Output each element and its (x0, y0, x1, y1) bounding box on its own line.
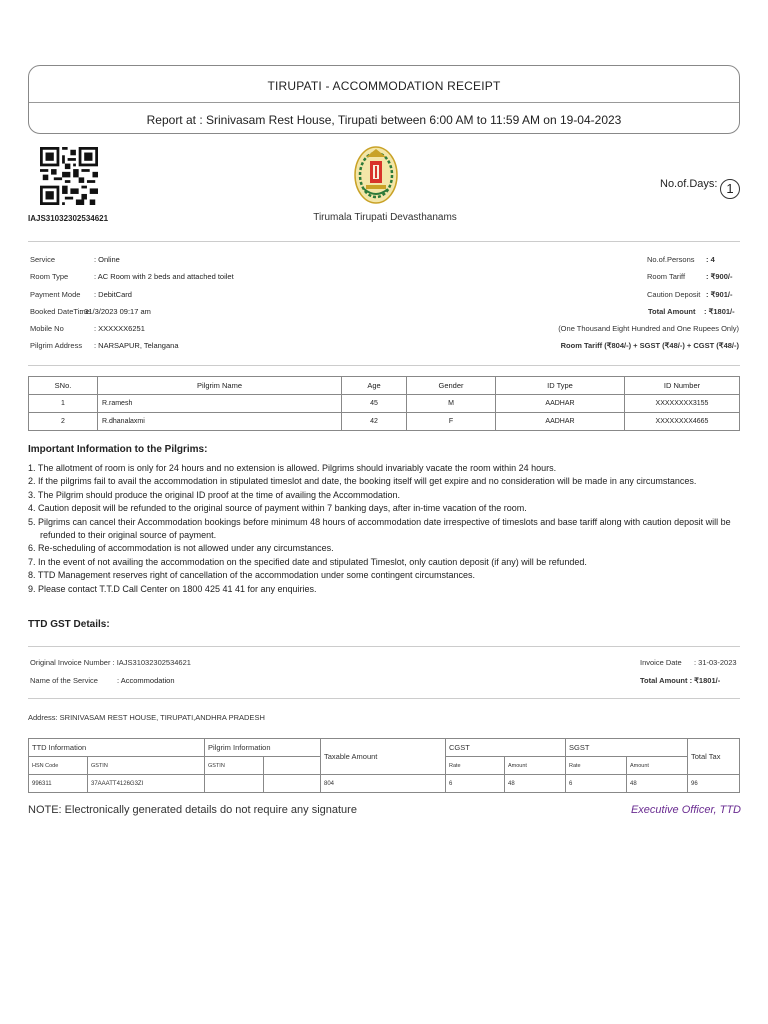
divider (28, 365, 740, 366)
service-name-label: Name of the Service (30, 676, 98, 685)
gst-title: TTD GST Details: (28, 619, 110, 630)
invoice-number-label: Original Invoice Number : (30, 658, 117, 667)
table-row (29, 413, 740, 431)
hsn-header: HSN Code (29, 757, 88, 775)
service-label: Service (30, 255, 56, 264)
pilgrim-gstin-cell (205, 775, 264, 793)
cell: F (407, 413, 496, 431)
sgst-rate-cell: 6 (566, 775, 627, 793)
report-prefix: Report at : (146, 113, 206, 127)
taxable-header: Taxable Amount (321, 739, 446, 775)
invoice-date: : 31-03-2023 (694, 658, 737, 667)
list-item: 1. The allotment of room is only for 24 hours and no extension is allowed. Pilgrims should invariably vacate the room within 24 hours. (28, 463, 557, 473)
gst-total-line (640, 676, 720, 685)
sgst-amount-header: Amount (627, 757, 688, 775)
pilgrim-gstin-header: GSTIN (205, 757, 264, 775)
header-divider (29, 102, 739, 103)
list-item: 7. In the event of not availing the accommodation on the specified date and stipulated Timeslot, only caution deposit (if any) will be refunded. (28, 556, 587, 567)
booking-id: IAJS31032302534621 (28, 214, 109, 223)
pilgrim-table (28, 376, 740, 431)
receipt-header (28, 65, 740, 134)
cell: AADHAR (496, 395, 625, 413)
deposit-label: Caution Deposit (647, 290, 701, 299)
report-line (29, 113, 739, 127)
tariff-label: Room Tariff (647, 272, 686, 281)
tariff-breakdown: Room Tariff (₹804/-) + SGST (₹48/-) + CGST (₹48/-) (560, 341, 739, 350)
table-row (29, 395, 740, 413)
address-label: Pilgrim Address (30, 341, 83, 350)
total-value: : ₹1801/- (704, 307, 735, 316)
ttd-emblem-icon (352, 145, 400, 205)
sgst-rate-header: Rate (566, 757, 627, 775)
qr-code-icon (40, 147, 98, 205)
cell: R.dhanalaxmi (98, 413, 342, 431)
info-list (28, 462, 740, 596)
gst-total-label: Total Amount : (640, 676, 693, 685)
pilgrim-info-header: Pilgrim Information (205, 739, 321, 757)
address-value: : NARSAPUR, Telangana (94, 341, 179, 350)
signatory: Executive Officer, TTD (630, 804, 741, 816)
list-item: 8. TTD Management reserves right of cancellation of the accommodation under some contingent circumstances. (28, 570, 476, 581)
cell: R.ramesh (98, 395, 342, 413)
table-row (29, 775, 740, 793)
receipt-title: TIRUPATI - ACCOMMODATION RECEIPT (267, 79, 501, 93)
col-id-number: ID Number (625, 377, 740, 395)
cell: XXXXXXXX4665 (625, 413, 740, 431)
cgst-rate-cell: 6 (446, 775, 505, 793)
list-item: 5. Pilgrims can cancel their Accommodation bookings before minimum 48 hours of accommodation date irrespective of timeslots and base tariff along with caution deposit will be refunded to their original source of payment. (28, 516, 731, 541)
list-item: 4. Caution deposit will be refunded to the original source of payment within 7 banking days, after in-time vacation of the room. (28, 503, 527, 514)
gst-total-value: ₹1801/- (692, 676, 721, 685)
gstin-cell: 37AAATT4126G3ZI (88, 775, 205, 793)
list-item: 6. Re-scheduling of accommodation is not allowed under any circumstances. (28, 543, 334, 554)
info-title: Important Information to the Pilgrims: (28, 444, 208, 455)
days-label: No.of.Days: (660, 178, 718, 190)
cell: 1 (29, 395, 98, 413)
gst-address: Address: SRINIVASAM REST HOUSE, TIRUPATI,ANDHRA PRADESH (28, 713, 265, 722)
mobile-value: : XXXXXX6251 (94, 324, 145, 333)
room-type-label: Room Type (30, 272, 69, 281)
invoice-number: IAJS31032302534621 (116, 658, 191, 667)
divider (28, 241, 740, 242)
service-value: : Online (94, 255, 120, 264)
room-type-value: : AC Room with 2 beds and attached toilet (94, 272, 234, 281)
cell: XXXXXXXX3155 (625, 395, 740, 413)
cell: 45 (342, 395, 407, 413)
service-name-value: : Accommodation (117, 676, 175, 685)
payment-mode-label: Payment Mode (30, 290, 81, 299)
report-detail: Srinivasam Rest House, Tirupati between 6:00 AM to 11:59 AM on 19-04-2023 (206, 113, 622, 127)
booked-datetime-value: : 31/3/2023 09:17 am (80, 307, 151, 316)
cell: AADHAR (496, 413, 625, 431)
cgst-header: CGST (446, 739, 566, 757)
total-label: Total Amount (648, 307, 696, 316)
organization-name: Tirumala Tirupati Devasthanams (313, 212, 457, 223)
list-item: 2. If the pilgrims fail to avail the accommodation in stipulated timeslot and date, the booking itself will get expire and no consideration will be made in any circumstances. (28, 476, 697, 487)
gst-header-row (29, 739, 740, 757)
cgst-amount-cell: 48 (505, 775, 566, 793)
gst-table (28, 738, 740, 793)
cell: M (407, 395, 496, 413)
deposit-value: : ₹901/- (706, 290, 733, 299)
taxable-cell: 804 (321, 775, 446, 793)
divider (28, 698, 740, 699)
tariff-value: : ₹900/- (706, 272, 733, 281)
invoice-date-label: Invoice Date (640, 658, 682, 667)
total-tax-cell: 96 (688, 775, 740, 793)
mobile-label: Mobile No (30, 324, 64, 333)
cgst-amount-header: Amount (505, 757, 566, 775)
col-id-type: ID Type (496, 377, 625, 395)
sgst-amount-cell: 48 (627, 775, 688, 793)
hsn-cell: 996311 (29, 775, 88, 793)
cell: 2 (29, 413, 98, 431)
payment-mode-value: : DebitCard (94, 290, 132, 299)
gstin-header: GSTIN (88, 757, 205, 775)
pilgrim-empty (264, 757, 321, 775)
persons-value: : 4 (706, 255, 715, 264)
invoice-number-line (30, 658, 191, 667)
days-value: 1 (720, 179, 740, 199)
sgst-header: SGST (566, 739, 688, 757)
pilgrim-empty-cell (264, 775, 321, 793)
list-item: 9. Please contact T.T.D Call Center on 1800 425 41 41 for any enquiries. (28, 583, 317, 594)
cgst-rate-header: Rate (446, 757, 505, 775)
col-sno: SNo. (29, 377, 98, 395)
total-in-words: (One Thousand Eight Hundred and One Rupees Only) (558, 324, 739, 333)
footer-note: NOTE: Electronically generated details do not require any signature (28, 804, 357, 816)
col-age: Age (342, 377, 407, 395)
total-tax-header: Total Tax (688, 739, 740, 775)
ttd-info-header: TTD Information (29, 739, 205, 757)
persons-label: No.of.Persons (647, 255, 695, 264)
list-item: 3. The Pilgrim should produce the original ID proof at the time of availing the Accommodation. (28, 489, 401, 500)
table-header-row (29, 377, 740, 395)
cell: 42 (342, 413, 407, 431)
col-gender: Gender (407, 377, 496, 395)
col-name: Pilgrim Name (98, 377, 342, 395)
divider (28, 646, 740, 647)
booked-datetime-label: Booked DateTime (30, 307, 90, 316)
